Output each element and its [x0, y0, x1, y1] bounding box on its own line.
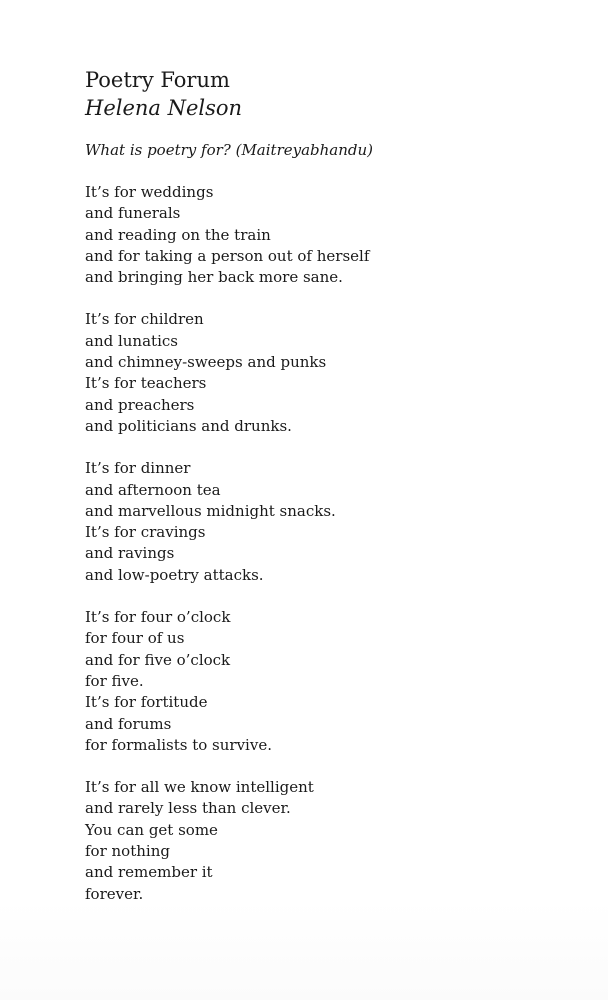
page-title: Poetry Forum — [85, 68, 230, 92]
poem-line: and forums — [85, 714, 172, 733]
poem-line: and low-poetry attacks. — [85, 565, 264, 584]
poem-line: and for five o’clock — [85, 650, 231, 669]
poem-line: You can get some — [85, 820, 218, 839]
poem-line: and ravings — [85, 544, 175, 563]
poem-line: for nothing — [85, 842, 170, 861]
poem-line: for five. — [85, 671, 144, 690]
poem-body — [85, 182, 585, 905]
poem-line: and afternoon tea — [85, 480, 221, 499]
poem-line: and chimney-sweeps and punks — [85, 353, 327, 372]
author-name: Helena Nelson — [85, 96, 243, 120]
poem-line: and lunatics — [85, 331, 178, 350]
poem-line: It’s for cravings — [85, 523, 206, 542]
poem-line: and rarely less than clever. — [85, 799, 291, 818]
stanza-1 — [85, 182, 585, 288]
poem-line: and reading on the train — [85, 225, 271, 244]
poem-line: for four of us — [85, 629, 185, 648]
poem-line: It’s for teachers — [85, 374, 207, 393]
poem-line: and funerals — [85, 204, 181, 223]
poem-line: and for taking a person out of herself — [85, 246, 370, 265]
poem-line: It’s for weddings — [85, 183, 214, 201]
document-content — [85, 66, 585, 926]
stanza-4 — [85, 607, 585, 756]
poem-line: It’s for all we know intelligent — [85, 778, 314, 797]
stanza-2 — [85, 309, 585, 437]
poem-line: and remember it — [85, 863, 213, 882]
poem-line: It’s for dinner — [85, 459, 191, 478]
poem-line: forever. — [85, 884, 144, 903]
poem-line: It’s for fortitude — [85, 693, 208, 712]
poem-title: What is poetry for? (Maitreyabhandu) — [85, 141, 374, 159]
poem-line: and marvellous midnight snacks. — [85, 501, 336, 520]
poem-line: and politicians and drunks. — [85, 416, 292, 435]
stanza-3 — [85, 458, 585, 586]
stanza-5 — [85, 777, 585, 905]
poem-line: It’s for children — [85, 310, 204, 329]
poem-line: It’s for four o’clock — [85, 608, 231, 627]
poem-line: and preachers — [85, 395, 195, 414]
poem-line: for formalists to survive. — [85, 735, 272, 754]
poem-line: and bringing her back more sane. — [85, 268, 343, 287]
